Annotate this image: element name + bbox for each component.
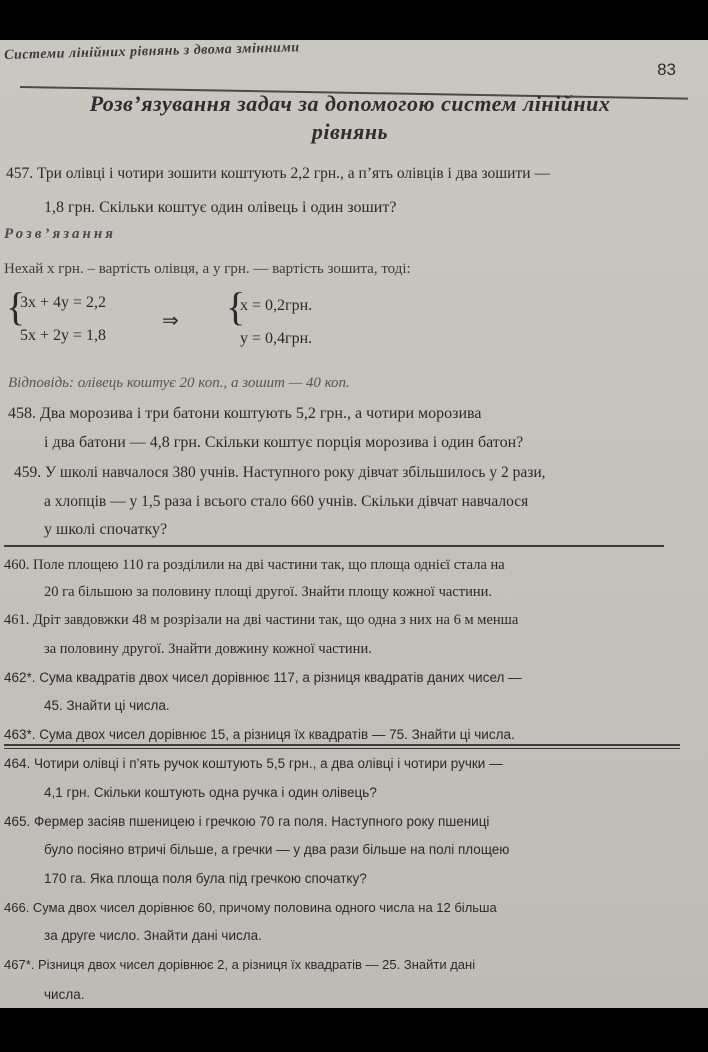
problem-457-line-2: 1,8 грн. Скільки коштує один олівець і один зошит?: [44, 199, 397, 216]
divider-1: [4, 545, 664, 547]
problem-459-line-3: у школі спочатку?: [44, 521, 168, 538]
section-title-line-1: Розв’язування задач за допомогою систем лінійних: [89, 91, 611, 116]
problem-461-line-1: 461. Дріт завдовжки 48 м розрізали на дві частини так, що одна з них на 6 м менша: [4, 612, 519, 628]
divider-2b: [4, 748, 680, 749]
problem-458-line-1: 458. Два морозива і три батони коштують 5,2 грн., а чотири морозива: [8, 405, 482, 422]
problem-458-line-2: і два батони — 4,8 грн. Скільки коштує порція морозива і один батон?: [44, 434, 524, 451]
system-right-eq2: y = 0,4грн.: [240, 330, 313, 347]
let-statement: Нехай x грн. – вартість олівця, а y грн. — вартість зошита, тоді:: [4, 261, 411, 277]
problem-462-line-2: 45. Знайти ці числа.: [44, 698, 170, 713]
problem-459-line-1: 459. У школі навчалося 380 учнів. Наступного року дівчат збільшилось у 2 рази,: [14, 464, 546, 481]
problem-467-line-1: 467*. Різниця двох чисел дорівнює 2, а різниця їх квадратів — 25. Знайти дані: [4, 957, 476, 972]
solution-label: Розв’язання: [4, 226, 116, 242]
section-title-line-2: рівнянь: [311, 119, 389, 144]
problem-465-line-2: було посіяно втричі більше, а гречки — у два рази більше на полі площею: [44, 842, 510, 857]
page-number: 83: [657, 60, 676, 79]
right-brace: {: [226, 284, 246, 329]
problem-460-line-2: 20 га більшою за половину площі другої. Знайти площу кожної частини.: [44, 584, 492, 600]
running-head: Системи лінійних рівнянь з двома змінними: [4, 40, 300, 63]
problem-462-line-1: 462*. Сума квадратів двох чисел дорівнює 117, а різниця квадратів даних чисел —: [4, 670, 522, 685]
textbook-page: [0, 40, 708, 1008]
problem-459-line-2: а хлопців — у 1,5 раза і всього стало 660 учнів. Скільки дівчат навчалося: [44, 493, 529, 510]
problem-467-line-2: числа.: [44, 987, 85, 1002]
system-left-eq1: 3x + 4y = 2,2: [20, 294, 107, 311]
system-left-eq2: 5x + 2y = 1,8: [20, 327, 107, 344]
problem-463-line-1: 463*. Сума двох чисел дорівнює 15, а різниця їх квадратів — 75. Знайти ці числа.: [4, 727, 515, 742]
problem-465-line-3: 170 га. Яка площа поля була під гречкою спочатку?: [44, 871, 367, 886]
divider-2a: [4, 744, 680, 746]
problem-466-line-2: за друге число. Знайти дані числа.: [44, 928, 262, 943]
problem-464-line-1: 464. Чотири олівці і п’ять ручок коштують 5,5 грн., а два олівці і чотири ручки —: [4, 756, 503, 771]
problem-457-line-1: 457. Три олівці і чотири зошити коштують 2,2 грн., а п’ять олівців і два зошити —: [6, 165, 550, 182]
problem-466-line-1: 466. Сума двох чисел дорівнює 60, причому половина одного числа на 12 більша: [4, 900, 497, 915]
answer-line: Відповідь: олівець коштує 20 коп., а зошит — 40 коп.: [8, 375, 350, 391]
problem-465-line-1: 465. Фермер засіяв пшеницею і гречкою 70 га поля. Наступного року пшениці: [4, 814, 490, 829]
section-title: [10, 90, 690, 146]
left-brace: {: [6, 284, 26, 329]
system-right-eq1: x = 0,2грн.: [240, 297, 313, 314]
problem-464-line-2: 4,1 грн. Скільки коштують одна ручка і один олівець?: [44, 785, 377, 800]
implies-arrow: ⇒: [162, 310, 179, 332]
page-header: [0, 40, 708, 78]
problem-461-line-2: за половину другої. Знайти довжину кожної частини.: [44, 641, 372, 657]
problem-460-line-1: 460. Поле площею 110 га розділили на дві частини так, що площа однієї стала на: [4, 557, 505, 573]
